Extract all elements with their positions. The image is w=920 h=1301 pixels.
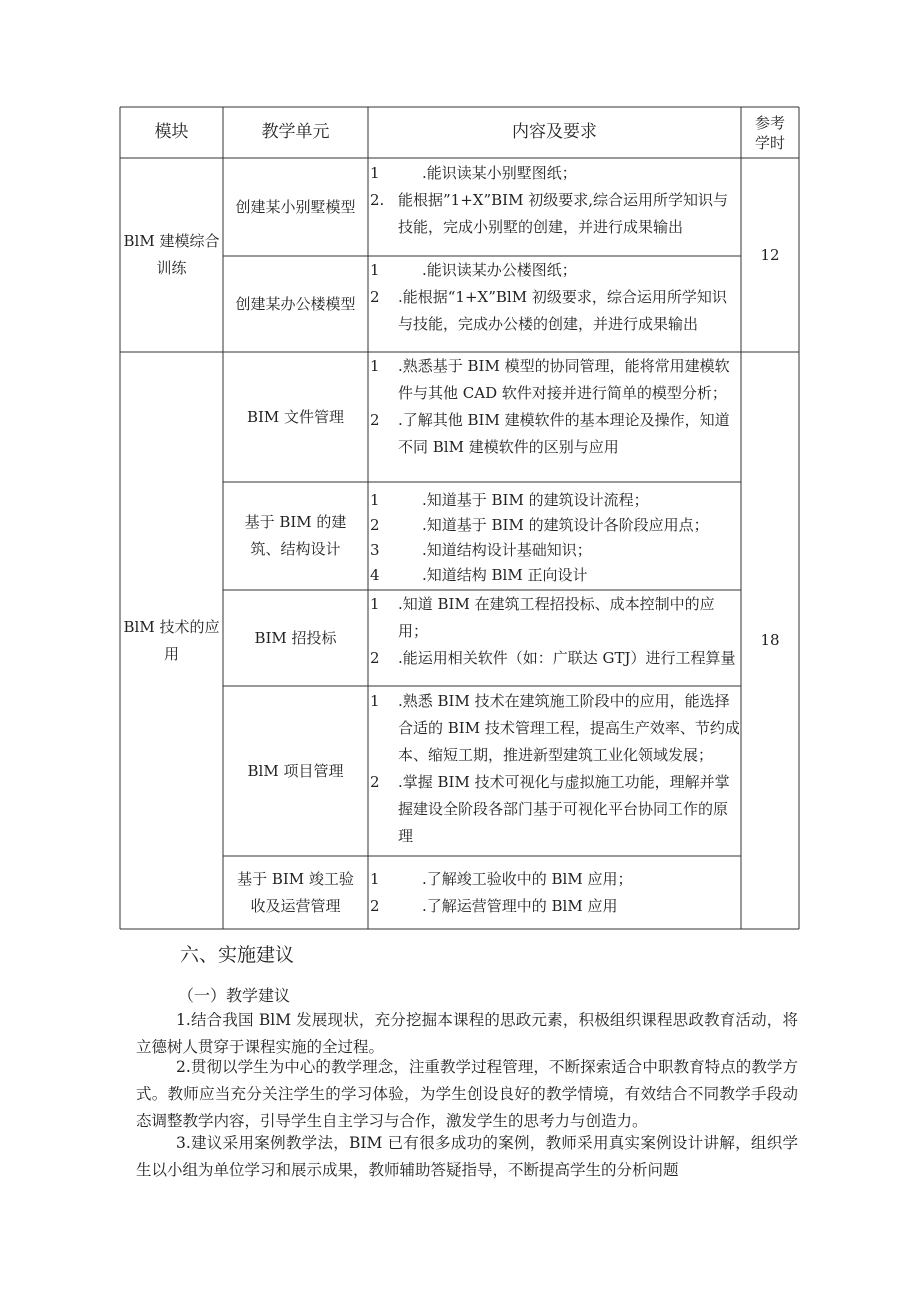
header-content: 内容及要求 bbox=[512, 122, 597, 142]
unit-name: BlM 项目管理 bbox=[247, 761, 344, 780]
content-item: 2 .能根据“1+X”BlM 初级要求，综合运用所学知识与技能，完成办公楼的创建，并进行成果输出 bbox=[370, 288, 727, 333]
paragraph bbox=[136, 1130, 798, 1184]
content-item: 1 .了解竣工验收中的 BlM 应用； bbox=[370, 870, 633, 888]
paragraph-text: .建议采用案例教学法，BIM 已有很多成功的案例，教师采用真实案例设计讲解，组织学生以小组为单位学习和展示成果，教师辅助答疑指导，不断提高学生的分析问题 bbox=[136, 1134, 798, 1179]
subsection-title: （一）教学建议 bbox=[178, 986, 291, 1005]
content-item: 1 .知道基于 BIM 的建筑设计流程； bbox=[370, 491, 649, 509]
unit-content bbox=[370, 160, 740, 241]
unit-name: 基于 BIM 竣工验收及运营管理 bbox=[237, 869, 354, 915]
unit-name: BIM 招投标 bbox=[254, 628, 337, 647]
hours-cell: 18 bbox=[760, 631, 780, 649]
content-item: 2 .了解运营管理中的 BlM 应用 bbox=[370, 897, 618, 915]
content-item: 2 .掌握 BIM 技术可视化与虚拟施工功能，理解并掌握建设全阶段各部门基于可视化平台协同工作的原理 bbox=[370, 773, 730, 845]
paragraph-number: 1 bbox=[176, 1011, 186, 1029]
paragraph bbox=[136, 1054, 798, 1135]
content-item: 1 .熟悉 BIM 技术在建筑施工阶段中的应用，能选择合适的 BIM 技术管理工程，提高生产效率、节约成本、缩短工期，推进新型建筑工业化领域发展； bbox=[370, 692, 740, 764]
content-item: 1 .能识读某小别墅图纸； bbox=[370, 164, 577, 182]
paragraph-number: 2 bbox=[176, 1058, 186, 1076]
content-item: 2 .能运用相关软件（如：广联达 GTJ）进行工程算量 bbox=[370, 649, 736, 667]
paragraph-text: .贯彻以学生为中心的教学理念，注重教学过程管理，不断探索适合中职教育特点的教学方式。教师应当充分关注学生的学习体验，为学生创设良好的教学情境，有效结合不同教学手段动态调整教学内容，引导学生自主学习与合作，激发学生的思考力与创造力。 bbox=[136, 1058, 798, 1130]
section-title: 六、实施建议 bbox=[180, 944, 295, 966]
header-module: 模块 bbox=[154, 122, 189, 142]
header-unit: 教学单元 bbox=[261, 122, 330, 142]
paragraph-number: 3 bbox=[176, 1134, 186, 1152]
unit-name: 创建某小别墅模型 bbox=[235, 197, 356, 216]
content-item: 2 .知道基于 BIM 的建筑设计各阶段应用点； bbox=[370, 516, 709, 534]
unit-content bbox=[370, 353, 740, 461]
unit-content bbox=[370, 866, 740, 920]
unit-name: BIM 文件管理 bbox=[246, 407, 345, 426]
paragraph bbox=[136, 1007, 798, 1061]
unit-content bbox=[370, 488, 740, 588]
content-item: 3 .知道结构设计基础知识； bbox=[370, 541, 592, 559]
module-cell: BlM 技术的应用 bbox=[123, 617, 220, 663]
header-hours: 参考学时 bbox=[754, 113, 785, 152]
module-cell: BlM 建模综合训练 bbox=[123, 232, 220, 277]
unit-name: 基于 BIM 的建筑、结构设计 bbox=[244, 513, 347, 558]
content-item: 2 .了解其他 BIM 建模软件的基本理论及操作，知道不同 BlM 建模软件的区别与应用 bbox=[370, 411, 730, 456]
content-item: 1 .知道 BIM 在建筑工程招投标、成本控制中的应用； bbox=[370, 595, 715, 640]
unit-content bbox=[370, 688, 740, 850]
unit-content bbox=[370, 591, 740, 672]
content-item: 2. 能根据”1+X”BIM 初级要求,综合运用所学知识与技能，完成小别墅的创建，并进行成果输出 bbox=[370, 191, 728, 236]
unit-name: 创建某办公楼模型 bbox=[235, 294, 356, 313]
paragraph-text: .结合我国 BlM 发展现状，充分挖掘本课程的思政元素，积极组织课程思政教育活动，将立德树人贯穿于课程实施的全过程。 bbox=[136, 1011, 798, 1056]
content-item: 1 .能识读某办公楼图纸； bbox=[370, 261, 577, 279]
unit-content bbox=[370, 257, 740, 338]
content-item: 4 .知道结构 BlM 正向设计 bbox=[370, 566, 588, 584]
hours-cell: 12 bbox=[760, 245, 780, 264]
content-item: 1 .熟悉基于 BIM 模型的协同管理，能将常用建模软件与其他 CAD 软件对接并进行简单的模型分析； bbox=[370, 357, 730, 402]
